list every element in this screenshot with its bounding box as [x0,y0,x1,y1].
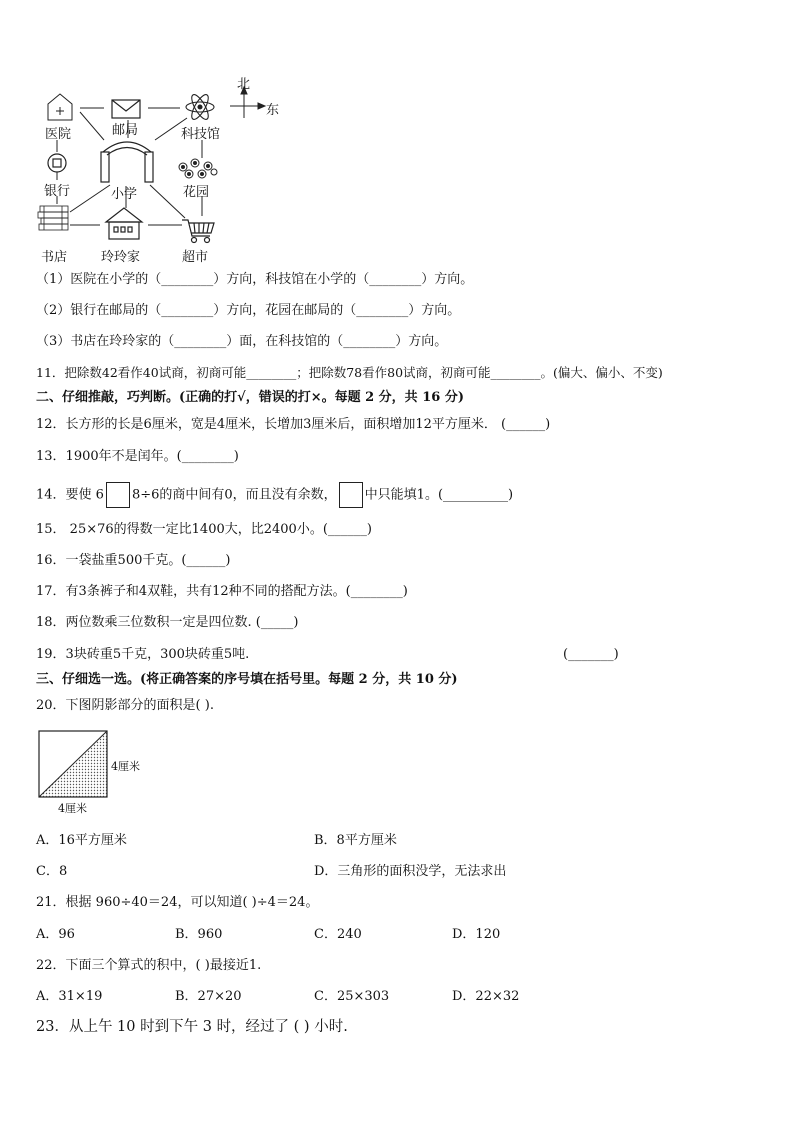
q23: 23．从上午 10 时到下午 3 时，经过了 ( ) 小时. [36,1019,348,1035]
q14-part-a: 14．要使 6 [36,487,104,503]
q22-option-d[interactable]: D．22×32 [452,989,520,1004]
map-label-school: 小学 [111,187,138,202]
house-icon [106,208,142,239]
map-label-north: 北 [237,77,251,92]
q10-part3: （3）书店在玲玲家的（________）面，在科技馆的（________）方向。 [36,334,448,349]
q20-option-b[interactable]: B．8平方厘米 [314,833,397,848]
q14-blank-box-1 [106,482,130,508]
q10-part1: （1）医院在小学的（________）方向，科技馆在小学的（________）方向。 [36,272,474,287]
q20-bottom-label: 4厘米 [58,802,87,815]
q12: 12．长方形的长是6厘米，宽是4厘米，长增加3厘米后，面积增加12平方厘米． (______) [36,417,551,432]
q20-stem: 20．下图阴影部分的面积是( ). [36,698,214,713]
q22-option-c[interactable]: C．25×303 [314,989,390,1004]
map-label-science-museum: 科技馆 [181,127,221,142]
school-gate-icon [101,142,153,182]
q22-stem: 22．下面三个算式的积中，( )最接近1. [36,958,262,973]
map-label-supermarket: 超市 [182,250,209,265]
q14 [36,482,513,509]
map-label-linglings-home: 玲玲家 [101,250,141,265]
map-label-bookstore: 书店 [41,250,68,265]
q11: 11．把除数42看作40试商，初商可能________；把除数78看作80试商，初商可能________。(偏大、偏小、不变) [36,365,663,380]
q21-option-a[interactable]: A．96 [36,927,75,942]
flowers-icon [179,159,217,178]
map-label-garden: 花园 [183,185,210,200]
q14-part-b: 8÷6的商中间有0，而且没有余数， [131,487,337,503]
q22-option-b[interactable]: B．27×20 [175,989,242,1004]
q20-shaded-triangle [39,731,107,797]
section3-heading: 三、仔细选一选。(将正确答案的序号填在括号里。每题 2 分，共 10 分) [36,672,458,687]
map-label-post-office: 邮局 [112,123,139,138]
q21-option-d[interactable]: D．120 [452,927,501,942]
q14-blank-box-2 [339,482,363,508]
q13: 13．1900年不是闰年。(________) [36,449,239,464]
q17: 17．有3条裤子和4双鞋，共有12种不同的搭配方法。(________) [36,584,408,599]
cart-icon [182,220,214,243]
q20-option-a[interactable]: A．16平方厘米 [36,833,127,848]
q21-option-b[interactable]: B．960 [175,927,223,942]
q15: 15． 25×76的得数一定比1400大，比2400小。(______) [36,522,372,537]
q16: 16．一袋盐重500千克。(______) [36,553,231,568]
q19-blank: (_______) [563,647,619,662]
map-label-hospital: 医院 [45,127,72,142]
q18: 18．两位数乘三位数积一定是四位数. (_____) [36,615,299,630]
q20-side-label: 4厘米 [111,760,140,773]
q20-option-d[interactable]: D．三角形的面积没学，无法求出 [314,864,507,879]
map-label-bank: 银行 [44,184,71,199]
coin-icon [48,154,66,172]
hospital-icon [48,94,72,120]
envelope-icon [112,100,140,118]
q21-option-c[interactable]: C．240 [314,927,362,942]
section2-heading: 二、仔细推敲，巧判断。(正确的打√，错误的打×。每题 2 分，共 16 分) [36,390,464,405]
q19: 19．3块砖重5千克，300块砖重5吨. [36,647,250,662]
atom-icon [186,92,214,121]
map-label-east: 东 [266,103,280,118]
q22-option-a[interactable]: A．31×19 [36,989,103,1004]
q10-part2: （2）银行在邮局的（________）方向，花园在邮局的（________）方向。 [36,303,461,318]
q20-option-c[interactable]: C．8 [36,864,68,879]
q21-stem: 21．根据 960÷40＝24，可以知道( )÷4＝24。 [36,895,319,910]
books-icon [38,206,68,230]
q14-part-c: 中只能填1。(__________) [364,487,514,503]
